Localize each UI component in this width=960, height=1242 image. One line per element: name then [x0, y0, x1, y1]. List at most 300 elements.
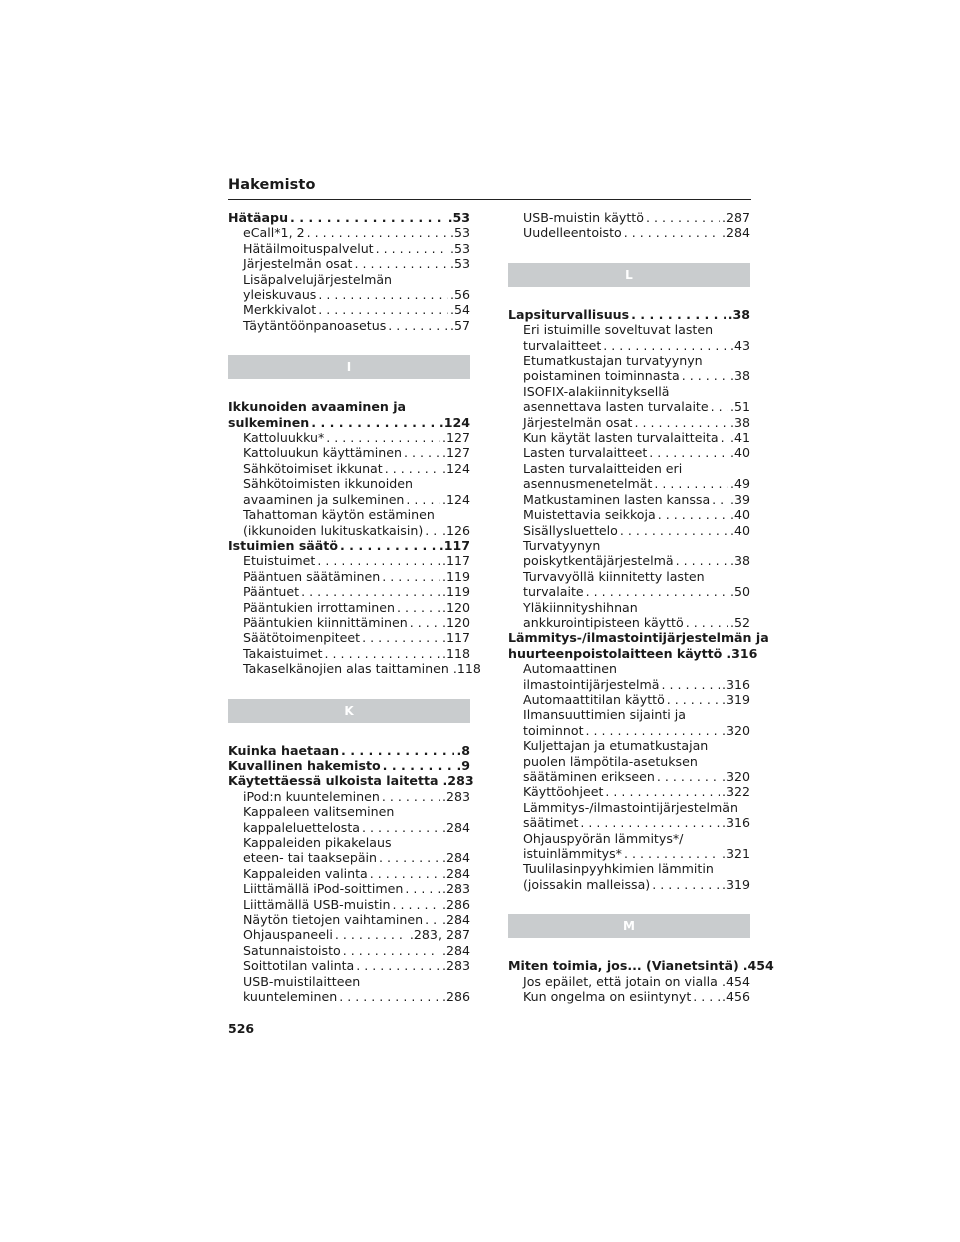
dot-leader	[362, 630, 440, 645]
entry-label: Takaselkänojien alas taittaminen	[243, 661, 449, 677]
page-reference: .127	[441, 430, 470, 446]
index-entry-main	[508, 630, 769, 661]
index-entry-sub	[508, 430, 750, 445]
dot-leader	[693, 989, 720, 1004]
entry-row	[243, 492, 470, 507]
entry-label: Jos epäilet, että jotain on vialla	[523, 973, 718, 989]
dot-leader	[603, 338, 728, 353]
entry-label: Liittämällä iPod-soittimen	[243, 881, 404, 897]
entry-label: Kun käytät lasten turvalaitteita	[523, 430, 719, 446]
entry-row	[243, 820, 470, 835]
entry-label-line: Tahattoman käytön estäminen	[243, 507, 435, 523]
page-reference: .51	[729, 399, 750, 415]
entry-row	[243, 927, 470, 942]
entry-row	[243, 584, 470, 599]
dot-leader	[383, 758, 455, 773]
index-entry-main	[228, 538, 470, 553]
index-entry-sub	[508, 538, 750, 569]
entry-label: Kattoluukku*	[243, 430, 325, 446]
dot-leader	[326, 430, 440, 445]
entry-label: Automaattitilan käyttö	[523, 691, 665, 707]
dot-leader	[649, 445, 728, 460]
page-reference: .43	[729, 337, 750, 353]
page-reference: .8	[456, 742, 470, 758]
index-entry-sub	[228, 912, 470, 927]
page-reference: .119	[441, 568, 470, 584]
index-entry-sub	[228, 318, 470, 333]
index-entry-main	[228, 399, 470, 430]
entry-label: huurteenpoistolaitteen käyttö	[508, 645, 723, 661]
dot-leader	[301, 584, 440, 599]
entry-label: istuinlämmitys*	[523, 846, 622, 862]
index-column-right	[508, 210, 774, 1005]
dot-leader	[311, 415, 437, 430]
index-entry-sub	[228, 943, 470, 958]
section-letter-bar: I	[228, 355, 470, 379]
entry-label: (ikkunoiden lukituskatkaisin)	[243, 522, 424, 538]
entry-label-line: Ohjauspyörän lämmitys*/	[523, 830, 684, 846]
entry-label-line: Turvatyynyn	[523, 537, 601, 553]
entry-label: asennettava lasten turvalaite	[523, 399, 709, 415]
entry-row	[523, 769, 750, 784]
entry-row	[523, 476, 750, 491]
dot-leader	[624, 846, 720, 861]
index-entry-sub	[228, 569, 470, 584]
entry-label: Kuinka haetaan	[228, 742, 340, 758]
dot-leader	[605, 784, 720, 799]
dot-leader	[388, 318, 448, 333]
page-reference: .454	[742, 958, 774, 974]
dot-leader	[652, 877, 720, 892]
index-entry-sub	[508, 692, 750, 707]
entry-row	[243, 866, 470, 881]
index-entry-sub	[508, 661, 750, 692]
entry-row	[508, 645, 758, 661]
entry-row	[243, 445, 470, 460]
entry-row	[243, 430, 470, 445]
page-reference: .38	[727, 306, 750, 322]
entry-label: Pääntuen säätäminen	[243, 568, 381, 584]
page-reference: .50	[729, 584, 750, 600]
dot-leader	[711, 399, 728, 414]
page-reference: .283, 287	[409, 927, 470, 943]
page-reference: .286	[441, 989, 470, 1005]
entry-label: iPod:n kuunteleminen	[243, 788, 380, 804]
index-entry-main	[228, 743, 470, 758]
entry-label: Takaistuimet	[243, 645, 323, 661]
index-entry-sub	[508, 600, 750, 631]
page-reference: .118	[452, 661, 481, 677]
index-entry-sub	[228, 835, 470, 866]
entry-label: Satunnaistoisto	[243, 942, 341, 958]
entry-label-line: ISOFIX-alakiinnityksellä	[523, 383, 670, 399]
entry-row	[243, 225, 470, 240]
entry-label-line: Ikkunoiden avaaminen ja	[228, 399, 407, 415]
page-reference: .39	[729, 491, 750, 507]
page-reference: .283	[441, 788, 470, 804]
page-reference: .284	[441, 942, 470, 958]
entry-label: eCall*1, 2	[243, 225, 305, 241]
entry-row	[523, 877, 750, 892]
page-header	[228, 177, 751, 193]
entry-label-line: Lämmitys-/ilmastointijärjestelmän	[523, 799, 738, 815]
dot-leader	[657, 769, 720, 784]
index-entry-sub	[228, 615, 470, 630]
entry-label-line: puolen lämpötila-asetuksen	[523, 753, 698, 769]
entry-row	[243, 912, 470, 927]
entry-row	[523, 225, 750, 240]
index-entry-sub	[508, 707, 750, 738]
entry-row	[523, 784, 750, 799]
entry-label: (joissakin malleissa)	[523, 876, 651, 892]
entry-row	[523, 399, 750, 414]
dot-leader	[631, 307, 726, 322]
entry-row	[523, 677, 750, 692]
entry-label-line: Turvavyöllä kiinnitetty lasten	[523, 568, 705, 584]
dot-leader	[382, 789, 440, 804]
entry-label: Ohjauspaneeli	[243, 927, 333, 943]
entry-row	[508, 307, 750, 322]
entry-label-line: Tuulilasinpyyhkimien lämmitin	[523, 861, 714, 877]
entry-row	[523, 615, 750, 630]
dot-leader	[362, 820, 440, 835]
index-column-left	[228, 210, 481, 1005]
page-reference: .454	[721, 973, 750, 989]
entry-row	[243, 646, 470, 661]
page-reference: .284	[441, 850, 470, 866]
entry-row	[523, 445, 750, 460]
index-entry-main	[228, 758, 470, 773]
entry-label: Käytettäessä ulkoista laitetta	[228, 773, 439, 789]
index-entry-sub	[508, 523, 750, 538]
entry-label: Järjestelmän osat	[523, 414, 633, 430]
index-entry-sub	[228, 584, 470, 599]
entry-row	[508, 958, 774, 974]
page-reference: .38	[729, 414, 750, 430]
page-reference: .124	[438, 414, 470, 430]
header-rule	[228, 199, 751, 200]
dot-leader	[586, 723, 720, 738]
entry-label-line: Etumatkustajan turvatyynyn	[523, 353, 703, 369]
entry-label-line: Sähkötoimisten ikkunoiden	[243, 476, 413, 492]
entry-label: turvalaitteet	[523, 337, 602, 353]
entry-label: säätäminen erikseen	[523, 769, 655, 784]
dot-leader	[397, 600, 440, 615]
dot-leader	[658, 507, 728, 522]
page-reference: .40	[729, 507, 750, 523]
page-reference: .316	[721, 815, 750, 831]
index-entry-main	[228, 773, 474, 789]
page-reference: .284	[441, 865, 470, 881]
entry-label: eteen- tai taaksepäin	[243, 850, 378, 866]
dot-leader	[620, 523, 728, 538]
dot-leader	[382, 569, 440, 584]
page-reference: .283	[441, 958, 470, 974]
dot-leader	[667, 692, 720, 707]
entry-label: Sisällysluettelo	[523, 522, 618, 538]
entry-row	[243, 615, 470, 630]
entry-row	[523, 210, 750, 225]
page-reference: .41	[729, 430, 750, 446]
entry-row	[243, 461, 470, 476]
entry-row	[228, 538, 470, 553]
dot-leader	[335, 927, 408, 942]
dot-leader	[682, 368, 728, 383]
entry-label-line: Kuljettajan ja etumatkustajan	[523, 738, 709, 754]
dot-leader	[325, 646, 440, 661]
entry-row	[243, 897, 470, 912]
entry-label: Hätäapu	[228, 210, 289, 225]
dot-leader	[686, 615, 728, 630]
entry-label: Miten toimia, jos... (Vianetsintä)	[508, 958, 739, 974]
index-entry-sub	[228, 974, 470, 1005]
dot-leader	[661, 677, 719, 692]
entry-row	[243, 318, 470, 333]
index-entry-sub	[228, 866, 470, 881]
index-entry-sub	[228, 881, 470, 896]
dot-leader	[646, 210, 720, 225]
index-entry-sub	[228, 897, 470, 912]
page-number: 526	[228, 1021, 255, 1036]
entry-label: Kappaleiden valinta	[243, 865, 368, 881]
entry-label-line: USB-muistilaitteen	[243, 973, 361, 989]
entry-label: Kattoluukun käyttäminen	[243, 445, 402, 461]
page-reference: .316	[726, 645, 758, 661]
page-title: Hakemisto	[228, 177, 316, 193]
dot-leader	[580, 815, 720, 830]
page-reference: .56	[449, 287, 470, 303]
entry-label: Kun ongelma on esiintynyt	[523, 989, 692, 1005]
entry-label-line: Kappaleen valitseminen	[243, 804, 395, 820]
dot-leader	[340, 538, 437, 553]
entry-label: Täytäntöönpanoasetus	[243, 317, 387, 333]
entry-row	[523, 815, 750, 830]
page-reference: .322	[721, 784, 750, 800]
index-entry-sub	[228, 225, 470, 240]
entry-row	[243, 661, 481, 677]
index-entry-sub	[508, 384, 750, 415]
dot-leader	[376, 241, 448, 256]
page-reference: .283	[441, 881, 470, 897]
index-entry-sub	[508, 507, 750, 522]
entry-label: Pääntukien kiinnittäminen	[243, 614, 408, 630]
dot-leader	[654, 476, 728, 491]
entry-row	[523, 723, 750, 738]
entry-label: toiminnot	[523, 722, 584, 738]
entry-label: Istuimien säätö	[228, 537, 338, 553]
dot-leader	[635, 415, 728, 430]
page-reference: .120	[441, 614, 470, 630]
section-letter-bar: M	[508, 914, 750, 938]
index-entry-sub	[228, 256, 470, 271]
index-entry-main	[228, 210, 470, 225]
page-reference: .120	[441, 599, 470, 615]
section-letter-bar: L	[508, 263, 750, 287]
index-entry-sub	[228, 958, 470, 973]
entry-row	[523, 507, 750, 522]
index-entry-sub	[508, 738, 750, 784]
entry-label-line: Kappaleiden pikakelaus	[243, 835, 392, 850]
entry-row	[243, 881, 470, 896]
entry-label: Muistettavia seikkoja	[523, 507, 656, 523]
dot-leader	[404, 445, 440, 460]
page-reference: .53	[447, 210, 470, 225]
index-entry-sub	[508, 861, 750, 892]
page-reference: .53	[449, 240, 470, 256]
index-entry-sub	[508, 461, 750, 492]
entry-label-line: Lisäpalvelujärjestelmän	[243, 271, 393, 287]
index-entry-sub	[508, 800, 750, 831]
entry-label: ankkurointipisteen käyttö	[523, 614, 684, 630]
dot-leader	[712, 492, 728, 507]
index-entry-sub	[228, 804, 470, 835]
index-entry-sub	[228, 630, 470, 645]
entry-row	[243, 523, 470, 538]
index-entry-main	[508, 958, 774, 974]
entry-label: Järjestelmän osat	[243, 256, 353, 272]
entry-row	[243, 241, 470, 256]
page-reference: .9	[456, 757, 470, 773]
entry-row	[523, 846, 750, 861]
entry-label: Kuvallinen hakemisto	[228, 757, 381, 773]
entry-label: Merkkivalot	[243, 302, 317, 318]
page-reference: .53	[449, 256, 470, 272]
page-reference: .284	[441, 912, 470, 928]
entry-row	[523, 415, 750, 430]
entry-label: Uudelleentoisto	[523, 225, 622, 241]
entry-label-line: Automaattinen	[523, 661, 618, 677]
dot-leader	[405, 881, 440, 896]
entry-label: ilmastointijärjestelmä	[523, 676, 660, 692]
index-entry-sub	[228, 661, 481, 677]
entry-row	[243, 256, 470, 271]
page-reference: .321	[721, 846, 750, 862]
dot-leader	[355, 256, 448, 271]
page-reference: .319	[721, 876, 750, 892]
dot-leader	[721, 430, 728, 445]
dot-leader	[379, 850, 440, 865]
entry-label: Näytön tietojen vaihtaminen	[243, 912, 424, 928]
index-entry-sub	[228, 461, 470, 476]
index-entry-sub	[228, 445, 470, 460]
entry-label: yleiskuvaus	[243, 287, 317, 303]
entry-row	[243, 943, 470, 958]
page-reference: .286	[441, 896, 470, 912]
page-reference: .126	[441, 522, 470, 538]
dot-leader	[343, 943, 440, 958]
entry-row	[243, 600, 470, 615]
entry-row	[228, 210, 470, 225]
entry-row	[523, 584, 750, 599]
entry-label: asennusmenetelmät	[523, 476, 653, 492]
page-reference: .320	[721, 769, 750, 784]
index-entry-sub	[228, 507, 470, 538]
entry-row	[243, 850, 470, 865]
page-reference: .124	[441, 460, 470, 476]
dot-leader	[385, 461, 440, 476]
dot-leader	[586, 584, 728, 599]
index-entry-sub	[228, 553, 470, 568]
entry-row	[243, 989, 470, 1004]
section-letter-bar: K	[228, 699, 470, 723]
entry-row	[243, 302, 470, 317]
page-reference: .287	[721, 210, 750, 225]
dot-leader	[341, 743, 454, 758]
entry-row	[228, 758, 470, 773]
page-reference: .49	[729, 476, 750, 492]
dot-leader	[318, 287, 448, 302]
entry-row	[243, 958, 470, 973]
entry-row	[523, 523, 750, 538]
index-entry-sub	[508, 415, 750, 430]
index-entry-sub	[508, 784, 750, 799]
entry-row	[523, 989, 750, 1004]
entry-label-line: Lasten turvalaitteiden eri	[523, 460, 683, 476]
dot-leader	[406, 492, 440, 507]
dot-leader	[290, 210, 446, 225]
entry-row	[523, 492, 750, 507]
page-reference: .52	[729, 614, 750, 630]
dot-leader	[392, 897, 440, 912]
entry-row	[523, 368, 750, 383]
entry-row	[228, 773, 474, 789]
entry-label: Käyttöohjeet	[523, 784, 604, 800]
entry-row	[243, 553, 470, 568]
dot-leader	[624, 225, 720, 240]
page-reference: .124	[441, 491, 470, 507]
index-entry-sub	[508, 974, 750, 989]
page-reference: .53	[449, 225, 470, 241]
entry-label: Pääntuet	[243, 584, 300, 600]
entry-row	[243, 789, 470, 804]
entry-label-line: Lämmitys-/ilmastointijärjestelmän ja	[508, 630, 769, 646]
page-reference: .38	[729, 368, 750, 384]
dot-leader	[356, 958, 440, 973]
entry-label: Hätäilmoituspalvelut	[243, 240, 374, 256]
index-entry-sub	[228, 927, 470, 942]
page-reference: .456	[721, 989, 750, 1005]
entry-label: Sähkötoimiset ikkunat	[243, 460, 383, 476]
entry-label: Lasten turvalaitteet	[523, 445, 648, 461]
entry-label: poistaminen toiminnasta	[523, 368, 680, 384]
entry-label: turvalaite	[523, 584, 584, 600]
page-reference: .316	[721, 676, 750, 692]
entry-row	[243, 287, 470, 302]
dot-leader	[307, 225, 448, 240]
entry-label: Liittämällä USB-muistin	[243, 896, 391, 912]
page-reference: .284	[721, 225, 750, 241]
dot-leader	[317, 553, 440, 568]
entry-row	[523, 692, 750, 707]
page-reference: .117	[438, 537, 470, 553]
page-reference: .319	[721, 691, 750, 707]
entry-label-line: Yläkiinnityshihnan	[523, 599, 638, 615]
entry-row	[228, 743, 470, 758]
entry-label: Etuistuimet	[243, 553, 316, 569]
entry-row	[243, 569, 470, 584]
entry-label: Säätötoimenpiteet	[243, 630, 361, 646]
page-reference: .40	[729, 445, 750, 461]
entry-label: Soittotilan valinta	[243, 958, 355, 974]
index-entry-sub	[228, 600, 470, 615]
index-entry-sub	[508, 831, 750, 862]
index-entry-sub	[508, 322, 750, 353]
index-entry-sub	[228, 476, 470, 507]
dot-leader	[425, 912, 440, 927]
page-reference: .284	[441, 819, 470, 835]
index-entry-sub	[508, 225, 750, 240]
page-reference: .117	[441, 553, 470, 569]
